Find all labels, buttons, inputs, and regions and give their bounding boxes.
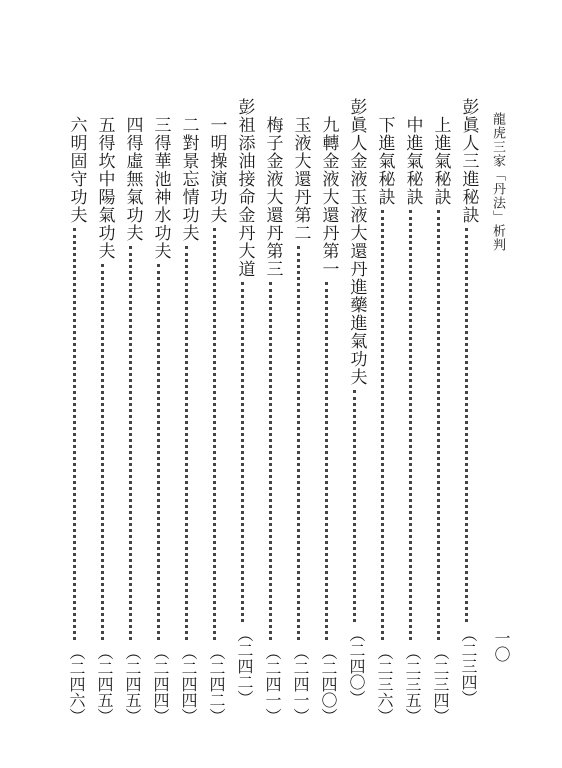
- toc-entry-title: 梅子金液大還丹第三: [262, 116, 283, 278]
- toc-entry-title: 二對景忘情功夫: [178, 116, 199, 242]
- toc-entry: [175, 98, 201, 756]
- toc-entry-title: 六明固守功夫: [66, 116, 87, 224]
- toc-entry: [203, 98, 229, 756]
- toc-leader-dots: [381, 210, 388, 640]
- toc-entry-page: （二四五）: [95, 644, 114, 724]
- toc-leader-dots: [129, 246, 136, 640]
- toc-entry-page: （二四〇）: [319, 644, 338, 724]
- toc-entry-page: （二四二）: [235, 626, 254, 706]
- toc-leader-dots: [297, 246, 304, 640]
- toc-entry-page: （二三五）: [403, 644, 422, 724]
- toc-entry-page: （二四一）: [291, 644, 310, 724]
- toc-entry-title: 彭眞人金液玉液大還丹進藥進氣功夫: [346, 98, 367, 386]
- toc-entry: [147, 98, 173, 756]
- toc-entry: [427, 98, 453, 756]
- toc-entry-page: （二三四）: [459, 626, 478, 706]
- toc-entry-title: 三得華池神水功夫: [150, 116, 171, 260]
- toc-entry-page: （二三四）: [431, 644, 450, 724]
- toc-leader-dots: [269, 282, 276, 640]
- toc-entry: [63, 98, 89, 756]
- toc-entry-title: 下進氣秘訣: [374, 116, 395, 206]
- toc-leader-dots: [185, 246, 192, 640]
- toc-entry-title: 四得虛無氣功夫: [122, 116, 143, 242]
- toc-entry: [259, 98, 285, 756]
- toc-entry: [231, 98, 257, 738]
- toc-entry-title: 玉液大還丹第二: [290, 116, 311, 242]
- toc-entry: [315, 98, 341, 756]
- toc-entry: [371, 98, 397, 756]
- toc-entry: [455, 98, 481, 738]
- toc-leader-dots: [465, 228, 472, 622]
- toc-leader-dots: [409, 210, 416, 640]
- toc-entry: [343, 98, 369, 738]
- toc-entry-title: 五得坎中陽氣功夫: [94, 116, 115, 260]
- toc-entry-page: （二四五）: [123, 644, 142, 724]
- toc-entry: [91, 98, 117, 756]
- toc-entry-title: 上進氣秘訣: [430, 116, 451, 206]
- toc-entry: [119, 98, 145, 756]
- toc-leader-dots: [157, 264, 164, 640]
- toc-entry-page: （二四一）: [263, 644, 282, 724]
- toc-entry: [399, 98, 425, 756]
- toc-entry-page: （二四〇）: [347, 626, 366, 706]
- toc-leader-dots: [437, 210, 444, 640]
- toc-entry-title: 九轉金液大還丹第一: [318, 116, 339, 278]
- toc-entry-title: 彭祖添油接命金丹大道: [234, 98, 255, 278]
- page-number: 一〇: [492, 630, 511, 662]
- toc-entry-page: （二三六）: [375, 644, 394, 724]
- toc-entry: [287, 98, 313, 756]
- toc-entry-title: 中進氣秘訣: [402, 116, 423, 206]
- toc-leader-dots: [73, 228, 80, 640]
- running-head: 龍虎三家「丹法」析判: [490, 112, 505, 252]
- toc-entry-title: 彭眞人三進秘訣: [458, 98, 479, 224]
- toc-entry-page: （二四六）: [67, 644, 86, 724]
- toc-entry-page: （二四四）: [179, 644, 198, 724]
- toc-leader-dots: [241, 282, 248, 622]
- toc-leader-dots: [325, 282, 332, 640]
- toc-leader-dots: [101, 264, 108, 640]
- toc-entry-title: 一明操演功夫: [206, 116, 227, 224]
- toc-leader-dots: [353, 390, 360, 622]
- toc-entry-page: （二四四）: [151, 644, 170, 724]
- toc-leader-dots: [213, 228, 220, 640]
- toc-entry-page: （二四二）: [207, 644, 226, 724]
